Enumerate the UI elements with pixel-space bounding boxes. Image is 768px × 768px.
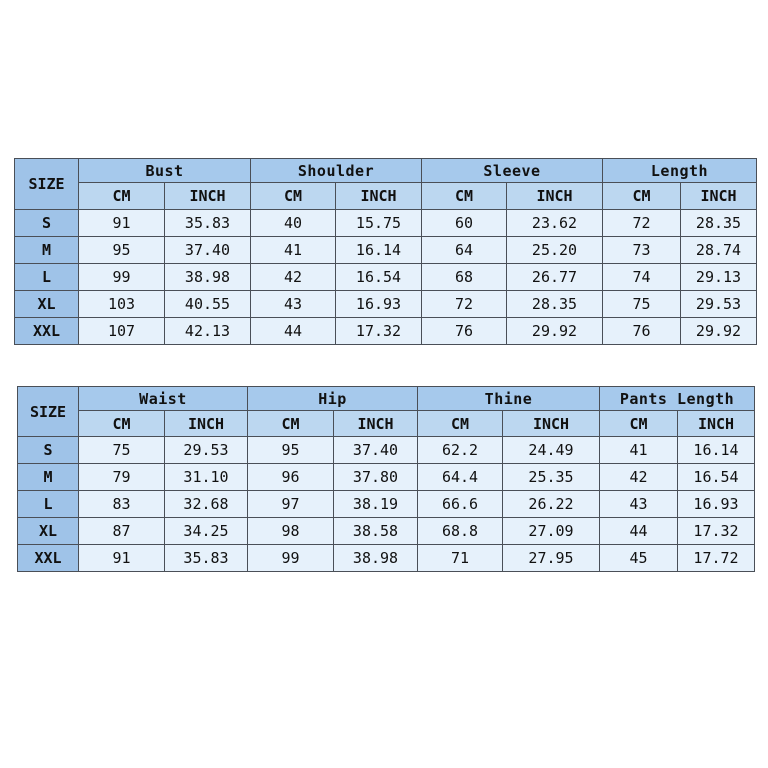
table-cell: 17.32 [336,318,422,345]
table-cell: 97 [248,491,334,518]
table-cell: 66.6 [418,491,503,518]
table-cell: 40.55 [165,291,251,318]
unit-header: CM [251,183,336,210]
size-label: XL [15,291,79,318]
table-cell: 44 [600,518,678,545]
table-cell: 107 [79,318,165,345]
table-cell: 15.75 [336,210,422,237]
table-cell: 42 [600,464,678,491]
table-cell: 60 [422,210,507,237]
table-cell: 38.98 [334,545,418,572]
table-cell: 72 [603,210,681,237]
size-label: XXL [18,545,79,572]
size-label: L [15,264,79,291]
table-cell: 35.83 [165,545,248,572]
table-cell: 74 [603,264,681,291]
table-cell: 64 [422,237,507,264]
table-cell: 75 [79,437,165,464]
table-cell: 38.19 [334,491,418,518]
table-cell: 31.10 [165,464,248,491]
table-row [18,437,755,464]
table-cell: 26.22 [503,491,600,518]
unit-header: CM [79,183,165,210]
group-header-length: Length [603,159,757,183]
table-cell: 28.35 [507,291,603,318]
table-cell: 32.68 [165,491,248,518]
group-header-pants-length: Pants Length [600,387,755,411]
table-cell: 99 [248,545,334,572]
table-cell: 68 [422,264,507,291]
unit-header: INCH [165,411,248,437]
table-cell: 17.72 [678,545,755,572]
table-cell: 41 [251,237,336,264]
table-cell: 16.54 [336,264,422,291]
table-cell: 16.54 [678,464,755,491]
table-row [18,518,755,545]
table-cell: 42 [251,264,336,291]
table-cell: 29.92 [681,318,757,345]
table-cell: 64.4 [418,464,503,491]
table-cell: 16.93 [336,291,422,318]
table-row [15,264,757,291]
size-label: M [18,464,79,491]
table-cell: 40 [251,210,336,237]
unit-header: INCH [165,183,251,210]
unit-header: CM [600,411,678,437]
table-cell: 83 [79,491,165,518]
table-cell: 91 [79,545,165,572]
table-cell: 72 [422,291,507,318]
table-cell: 96 [248,464,334,491]
table-cell: 29.13 [681,264,757,291]
table-cell: 24.49 [503,437,600,464]
table-cell: 76 [422,318,507,345]
size-column-header: SIZE [15,159,79,210]
table-cell: 23.62 [507,210,603,237]
table-row [18,491,755,518]
table-cell: 38.58 [334,518,418,545]
table-row [15,210,757,237]
unit-header: CM [603,183,681,210]
table-cell: 29.92 [507,318,603,345]
table-cell: 37.40 [334,437,418,464]
table-cell: 16.93 [678,491,755,518]
unit-header: INCH [334,411,418,437]
unit-header: INCH [681,183,757,210]
size-label: XL [18,518,79,545]
table-cell: 29.53 [165,437,248,464]
table-cell: 28.35 [681,210,757,237]
table-cell: 45 [600,545,678,572]
table-cell: 27.09 [503,518,600,545]
group-header-shoulder: Shoulder [251,159,422,183]
table-cell: 17.32 [678,518,755,545]
table-cell: 71 [418,545,503,572]
table-cell: 25.35 [503,464,600,491]
group-header-sleeve: Sleeve [422,159,603,183]
table-cell: 43 [251,291,336,318]
size-column-header: SIZE [18,387,79,437]
table-cell: 42.13 [165,318,251,345]
table-cell: 75 [603,291,681,318]
unit-header: CM [79,411,165,437]
size-label: L [18,491,79,518]
table-cell: 28.74 [681,237,757,264]
table-cell: 37.40 [165,237,251,264]
table-cell: 79 [79,464,165,491]
table-row [18,545,755,572]
table-cell: 62.2 [418,437,503,464]
table-cell: 27.95 [503,545,600,572]
size-label: S [18,437,79,464]
table-row [18,464,755,491]
group-header-hip: Hip [248,387,418,411]
table-cell: 91 [79,210,165,237]
table-cell: 43 [600,491,678,518]
unit-header: CM [422,183,507,210]
unit-header: INCH [678,411,755,437]
size-chart-bottom-table [17,386,755,572]
table-cell: 95 [79,237,165,264]
table-cell: 73 [603,237,681,264]
group-header-waist: Waist [79,387,248,411]
table-cell: 16.14 [336,237,422,264]
table-cell: 38.98 [165,264,251,291]
table-cell: 41 [600,437,678,464]
table-row [15,291,757,318]
size-label: M [15,237,79,264]
table-cell: 29.53 [681,291,757,318]
table-cell: 98 [248,518,334,545]
table-cell: 99 [79,264,165,291]
table-cell: 26.77 [507,264,603,291]
group-header-bust: Bust [79,159,251,183]
table-cell: 34.25 [165,518,248,545]
unit-header: INCH [336,183,422,210]
size-label: S [15,210,79,237]
table-cell: 76 [603,318,681,345]
group-header-thine: Thine [418,387,600,411]
table-cell: 35.83 [165,210,251,237]
table-cell: 44 [251,318,336,345]
table-row [15,237,757,264]
unit-header: INCH [503,411,600,437]
table-cell: 16.14 [678,437,755,464]
size-chart-top-table [14,158,757,345]
size-label: XXL [15,318,79,345]
table-cell: 37.80 [334,464,418,491]
unit-header: CM [418,411,503,437]
unit-header: INCH [507,183,603,210]
table-cell: 103 [79,291,165,318]
unit-header: CM [248,411,334,437]
table-row [15,318,757,345]
table-cell: 25.20 [507,237,603,264]
table-cell: 87 [79,518,165,545]
table-cell: 95 [248,437,334,464]
table-cell: 68.8 [418,518,503,545]
